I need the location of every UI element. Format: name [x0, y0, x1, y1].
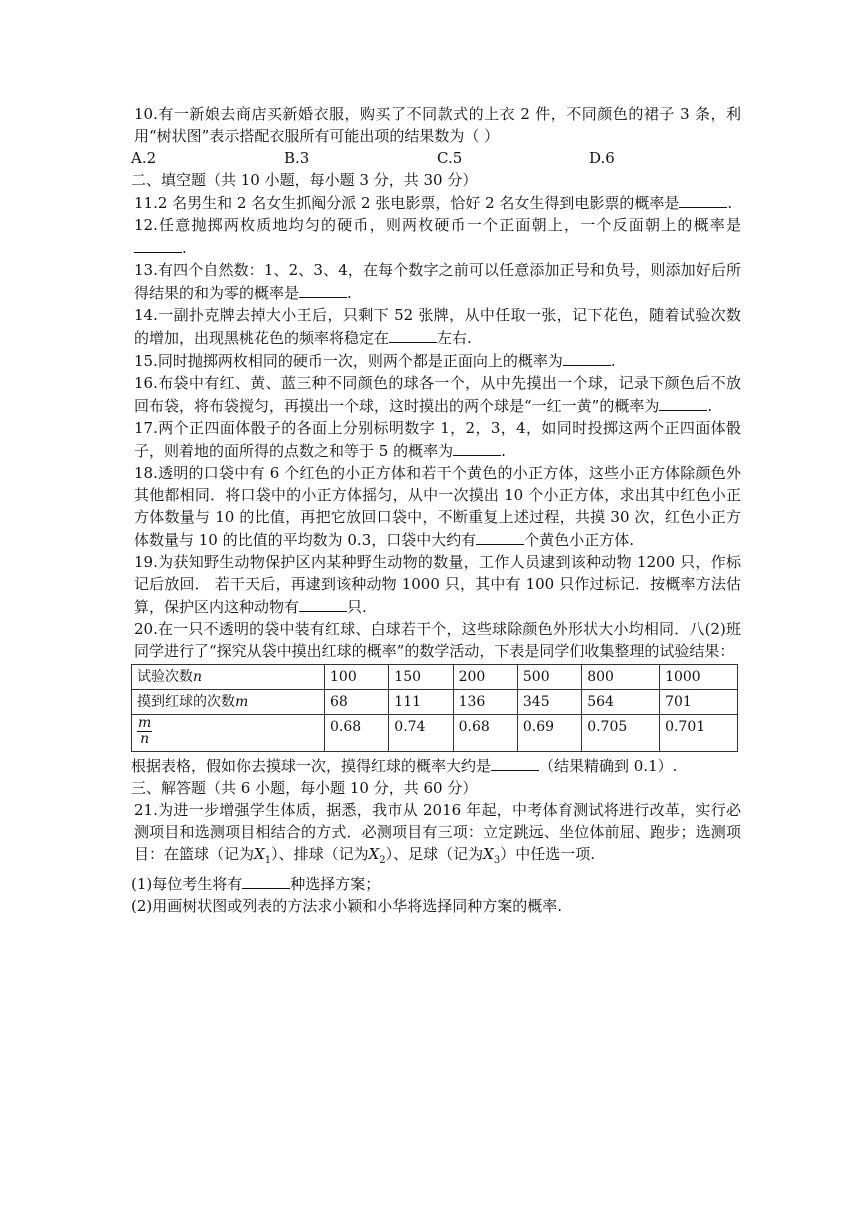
table-cell: 111	[389, 690, 453, 715]
table-cell: 0.69	[517, 715, 581, 752]
fraction-m-over-n: $\frac{m}{n}$	[138, 715, 152, 747]
question-18: 18.透明的口袋中有 6 个红色的小正方体和若干个黄色的小正方体，这些小正方体除颜色外其他都相同．将口袋中的小正方体摇匀，从中一次摸出 10 个小正方体，求出其中红色小正方体数量与 10 的比值，再把它放回口袋中，不断重复上述过程，共摸 30 次，红色小正方体数量与 10 的比值的平均数为 0.3，口袋中大约有 个黄色小正方体.	[134, 464, 741, 549]
table-cell: 68	[325, 690, 389, 715]
section-2-heading: 二、填空题（共 10 小题，每小题 3 分，共 30 分）	[131, 171, 478, 189]
answer-blank[interactable]	[453, 439, 501, 456]
table-cell: 0.74	[389, 715, 453, 752]
table-row	[132, 715, 738, 752]
table-cell: 701	[660, 690, 738, 715]
results-table	[131, 664, 738, 752]
question-19: 19.为获知野生动物保护区内某种野生动物的数量，工作人员逮到该种动物 1200 只，作标记后放回． 若干天后，再逮到该种动物 1000 只，其中有 100 只作过标记．按概率方法估算，保护区内这种动物有 只.	[134, 553, 741, 616]
table-cell: 0.68	[325, 715, 389, 752]
table-cell: 500	[517, 665, 581, 690]
answer-blank[interactable]	[679, 191, 727, 208]
question-14: 14.一副扑克牌去掉大小王后，只剩下 52 张牌，从中任取一张，记下花色，随着试验次数的增加，出现黑桃花色的频率将稳定在 左右.	[134, 306, 741, 347]
row-label-red-count: 摸到红球的次数m	[132, 690, 325, 715]
question-10-options	[131, 147, 741, 169]
row-label-trials: 试验次数n	[132, 665, 325, 690]
answer-blank[interactable]	[659, 394, 707, 411]
question-21-part-1: (1)每位考生将有 种选择方案；	[131, 872, 741, 895]
question-21-part-2: (2)用画树状图或列表的方法求小颖和小华将选择同种方案的概率.	[131, 897, 563, 915]
table-cell: 1000	[660, 665, 738, 690]
question-21: 21.为进一步增强学生体质，据悉，我市从 2016 年起，中考体育测试将进行改革，实行必测项目和选测项目相结合的方式．必测项目有三项：立定跳远、坐位体前屈、跑步；选测项目：在篮球（记为$X_1$）、排球（记为$X_2$）、足球（记为$X_3$）中任选一项.	[134, 801, 741, 866]
option-d: D.6	[589, 149, 615, 167]
question-17: 17.两个正四面体骰子的各面上分别标明数字 1，2，3，4，如同时投掷这两个正四面体骰子，则着地的面所得的点数之和等于 5 的概率为 .	[134, 419, 741, 460]
section-3-heading: 三、解答题（共 6 小题，每小题 10 分，共 60 分）	[131, 779, 478, 797]
answer-blank[interactable]	[299, 281, 347, 298]
question-13: 13.有四个自然数：1、2、3、4，在每个数字之前可以任意添加正号和负号，则添加好后所得结果的和为零的概率是 .	[134, 261, 741, 302]
question-16: 16.布袋中有红、黄、蓝三种不同颜色的球各一个，从中先摸出一个球，记录下颜色后不放回布袋，将布袋搅匀，再摸出一个球，这时摸出的两个球是“一红一黄”的概率为 .	[134, 374, 741, 415]
table-row	[132, 690, 738, 715]
answer-blank[interactable]	[299, 595, 347, 612]
option-b: B.3	[284, 149, 310, 167]
table-cell: 100	[325, 665, 389, 690]
table-cell: 564	[582, 690, 660, 715]
table-row	[132, 665, 738, 690]
table-cell: 150	[389, 665, 453, 690]
table-cell: 0.705	[582, 715, 660, 752]
table-cell: 800	[582, 665, 660, 690]
exam-page	[131, 103, 741, 917]
table-cell: 0.68	[453, 715, 517, 752]
row-label-fraction	[132, 715, 325, 752]
answer-blank[interactable]	[476, 528, 524, 545]
question-12: 12.任意抛掷两枚质地均匀的硬币，则两枚硬币一个正面朝上，一个反面朝上的概率是.	[134, 216, 741, 257]
question-20: 20.在一只不透明的袋中装有红球、白球若干个，这些球除颜色外形状大小均相同．八(2)班同学进行了“探究从袋中摸出红球的概率”的数学活动，下表是同学们收集整理的试验结果：	[134, 620, 741, 660]
table-cell: 345	[517, 690, 581, 715]
answer-blank[interactable]	[563, 349, 611, 366]
answer-blank[interactable]	[134, 236, 182, 253]
question-15: 15.同时抛掷两枚相同的硬币一次，则两个都是正面向上的概率为 .	[131, 349, 741, 372]
table-cell: 200	[453, 665, 517, 690]
option-c: C.5	[437, 149, 463, 167]
answer-blank[interactable]	[242, 872, 290, 889]
question-10: 10.有一新娘去商店买新婚衣服，购买了不同款式的上衣 2 件，不同颜色的裙子 3 条，利用“树状图”表示搭配衣服所有可能出项的结果数为（ ）	[134, 105, 741, 145]
table-cell: 0.701	[660, 715, 738, 752]
option-a: A.2	[131, 149, 157, 167]
question-11: 11.2 名男生和 2 名女生抓阄分派 2 张电影票，恰好 2 名女生得到电影票的概率是 .	[131, 191, 741, 214]
answer-blank[interactable]	[491, 754, 539, 771]
table-cell: 136	[453, 690, 517, 715]
answer-blank[interactable]	[389, 326, 437, 343]
question-20-followup: 根据表格，假如你去摸球一次，摸得红球的概率大约是 （结果精确到 0.1）.	[131, 754, 741, 777]
